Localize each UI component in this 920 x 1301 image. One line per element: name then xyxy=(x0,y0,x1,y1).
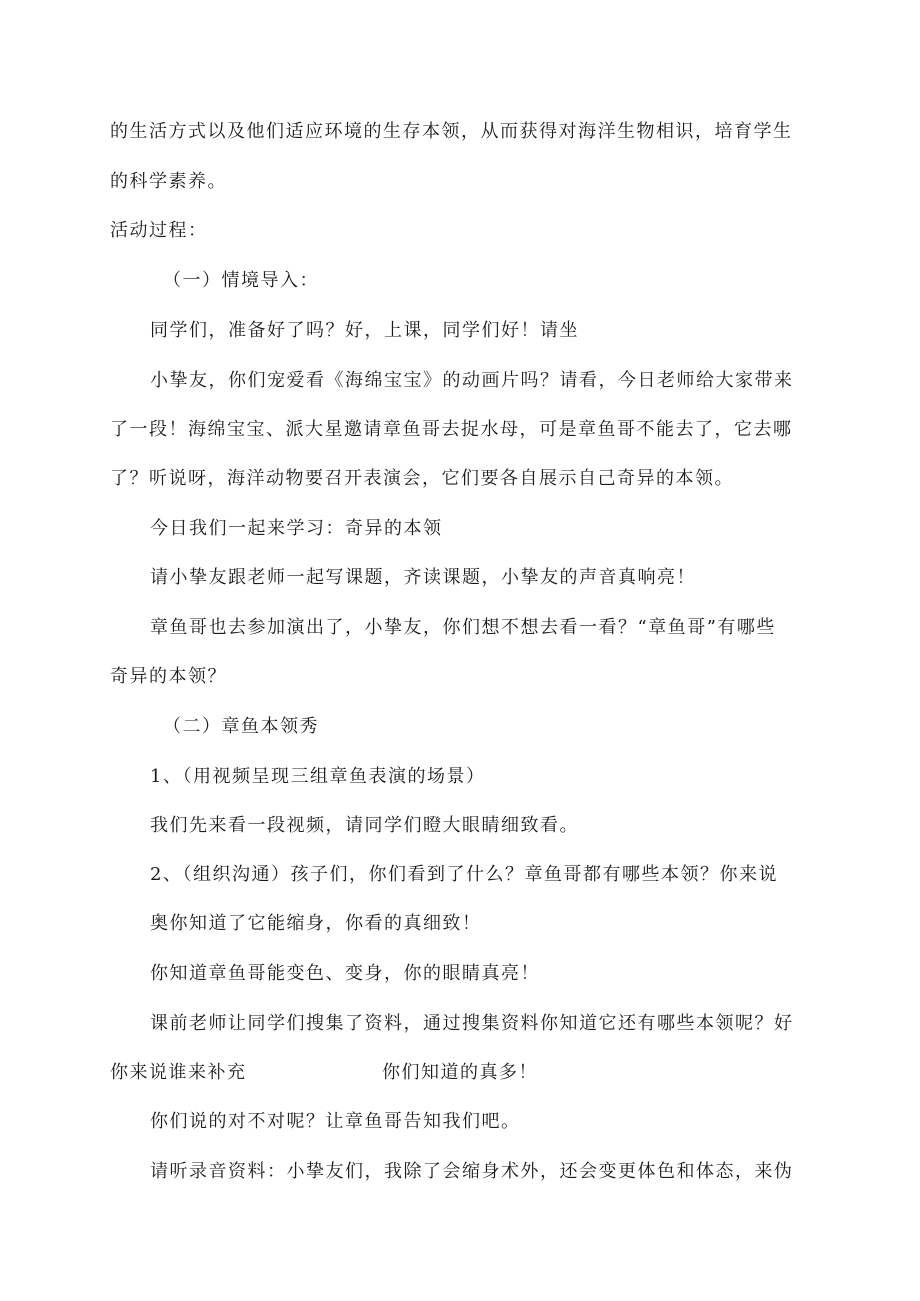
paragraph-line: 请小挚友跟老师一起写课题，齐读课题，小挚友的声音真响亮！ xyxy=(150,567,696,588)
paragraph-line: 的生活方式以及他们适应环境的生存本领，从而获得对海洋生物相识，培育学生 xyxy=(110,121,793,142)
paragraph-line: 今日我们一起来学习：奇异的本领 xyxy=(150,518,443,539)
paragraph-line: 小挚友，你们宠爱看《海绵宝宝》的动画片吗？请看，今日老师给大家带来 xyxy=(150,370,794,391)
section-heading: 活动过程： xyxy=(110,220,208,241)
paragraph-line: 你知道章鱼哥能变色、变身，你的眼睛真亮！ xyxy=(150,963,540,984)
paragraph-line: 章鱼哥也去参加演出了，小挚友，你们想不想去看一看？“章鱼哥”有哪些 xyxy=(150,617,776,638)
paragraph-line: 同学们，准备好了吗？好，上课，同学们好！请坐 xyxy=(150,320,579,341)
paragraph-line: 的科学素养。 xyxy=(110,171,227,192)
list-item: 1、（用视频呈现三组章鱼表演的场景） xyxy=(150,766,486,787)
paragraph-line: 你们说的对不对呢？让章鱼哥告知我们吧。 xyxy=(150,1111,521,1132)
paragraph-line: 请听录音资料：小挚友们，我除了会缩身术外，还会变更体色和体态，来伪 xyxy=(150,1161,794,1182)
paragraph-line: 我们先来看一段视频，请同学们瞪大眼睛细致看。 xyxy=(150,815,579,836)
subsection-heading: （一）情境导入： xyxy=(163,270,319,291)
paragraph-line: 了一段！海绵宝宝、派大星邀请章鱼哥去捉水母，可是章鱼哥不能去了，它去哪 xyxy=(110,419,793,440)
paragraph-line: 奇异的本领？ xyxy=(110,666,227,687)
list-item: 2、（组织沟通）孩子们，你们看到了什么？章鱼哥都有哪些本领？你来说 xyxy=(150,864,778,885)
paragraph-line: 了？听说呀，海洋动物要召开表演会，它们要各自展示自己奇异的本领。 xyxy=(110,468,734,489)
paragraph-line: 奥你知道了它能缩身，你看的真细致！ xyxy=(150,913,482,934)
paragraph-line: 你们知道的真多！ xyxy=(382,1062,538,1083)
subsection-heading: （二）章鱼本领秀 xyxy=(163,716,319,737)
paragraph-line: 课前老师让同学们搜集了资料，通过搜集资料你知道它还有哪些本领呢？好 xyxy=(150,1013,794,1034)
paragraph-line: 你来说谁来补充 xyxy=(110,1062,247,1083)
